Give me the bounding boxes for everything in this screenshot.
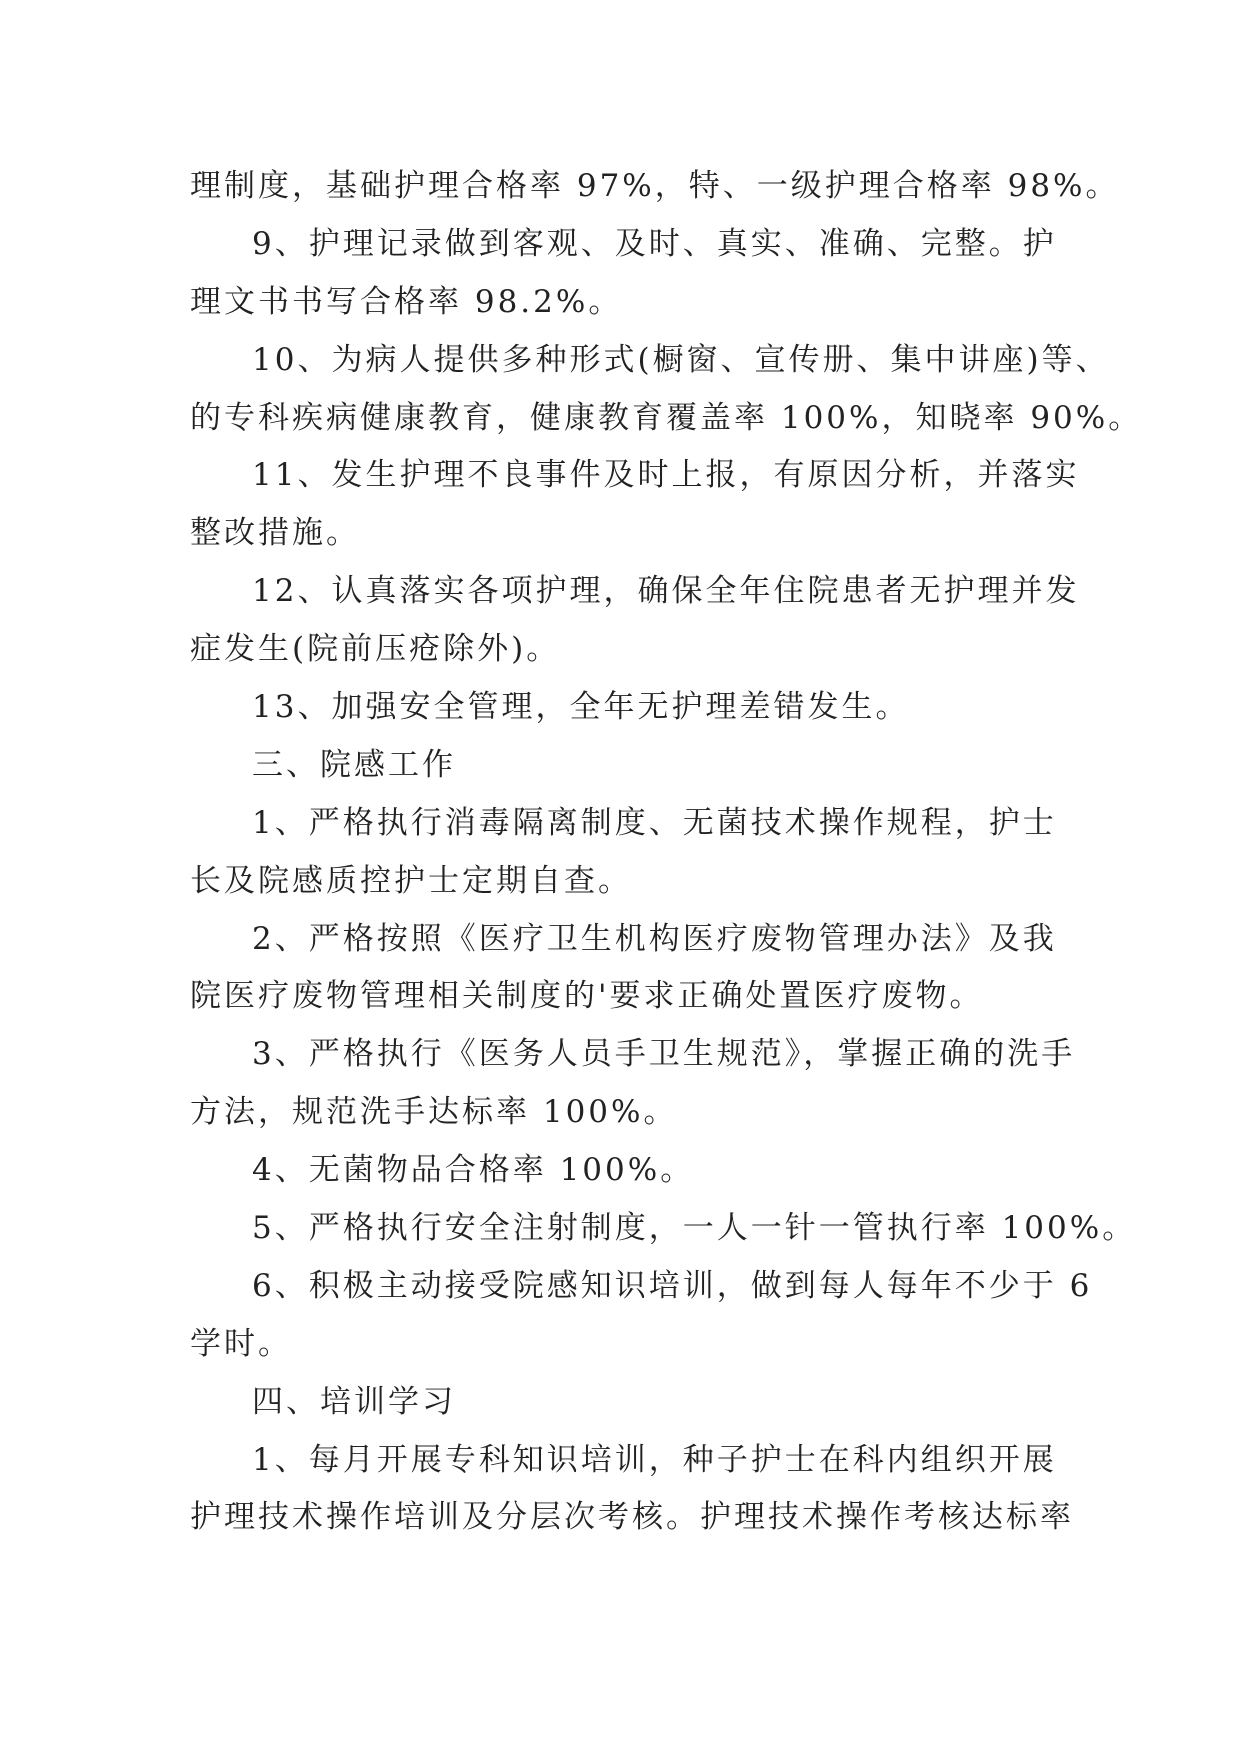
text-line: 长及院感质控护士定期自查。 (190, 862, 632, 899)
text-line: 学时。 (190, 1325, 292, 1362)
text-line: 12、认真落实各项护理，确保全年住院患者无护理并发 (252, 573, 1080, 610)
text-line: 11、发生护理不良事件及时上报，有原因分析，并落实 (252, 457, 1080, 494)
text-line: 2、严格按照《医疗卫生机构医疗废物管理办法》及我 (252, 920, 1057, 957)
text-line: 院医疗废物管理相关制度的'要求正确处置医疗废物。 (190, 978, 984, 1015)
text-line: 6、积极主动接受院感知识培训，做到每人每年不少于 6 (252, 1267, 1093, 1304)
text-line: 1、严格执行消毒隔离制度、无菌技术操作规程，护士 (252, 804, 1057, 841)
text-line: 的专科疾病健康教育，健康教育覆盖率 100%，知晓率 90%。 (190, 399, 1143, 436)
text-line: 症发生(院前压疮除外)。 (190, 631, 561, 668)
text-line: 13、加强安全管理，全年无护理差错发生。 (252, 689, 910, 726)
section-heading: 三、院感工作 (252, 746, 456, 783)
text-line: 护理技术操作培训及分层次考核。护理技术操作考核达标率 (190, 1499, 1074, 1536)
text-line: 4、无菌物品合格率 100%。 (252, 1152, 695, 1189)
text-line: 3、严格执行《医务人员手卫生规范》，掌握正确的洗手 (252, 1036, 1076, 1073)
text-line: 9、护理记录做到客观、及时、真实、准确、完整。护 (252, 225, 1057, 262)
text-line: 5、严格执行安全注射制度，一人一针一管执行率 100%。 (252, 1210, 1137, 1247)
text-line: 整改措施。 (190, 515, 360, 552)
text-line: 理制度，基础护理合格率 97%，特、一级护理合格率 98%。 (190, 168, 1120, 204)
text-line: 方法，规范洗手达标率 100%。 (190, 1094, 678, 1131)
text-line: 理文书书写合格率 98.2%。 (190, 283, 623, 320)
text-line: 1、每月开展专科知识培训，种子护士在科内组织开展 (252, 1441, 1057, 1478)
section-heading: 四、培训学习 (252, 1383, 456, 1420)
document-body (190, 158, 1143, 1547)
text-line: 10、为病人提供多种形式(橱窗、宣传册、集中讲座)等、 (252, 341, 1110, 378)
